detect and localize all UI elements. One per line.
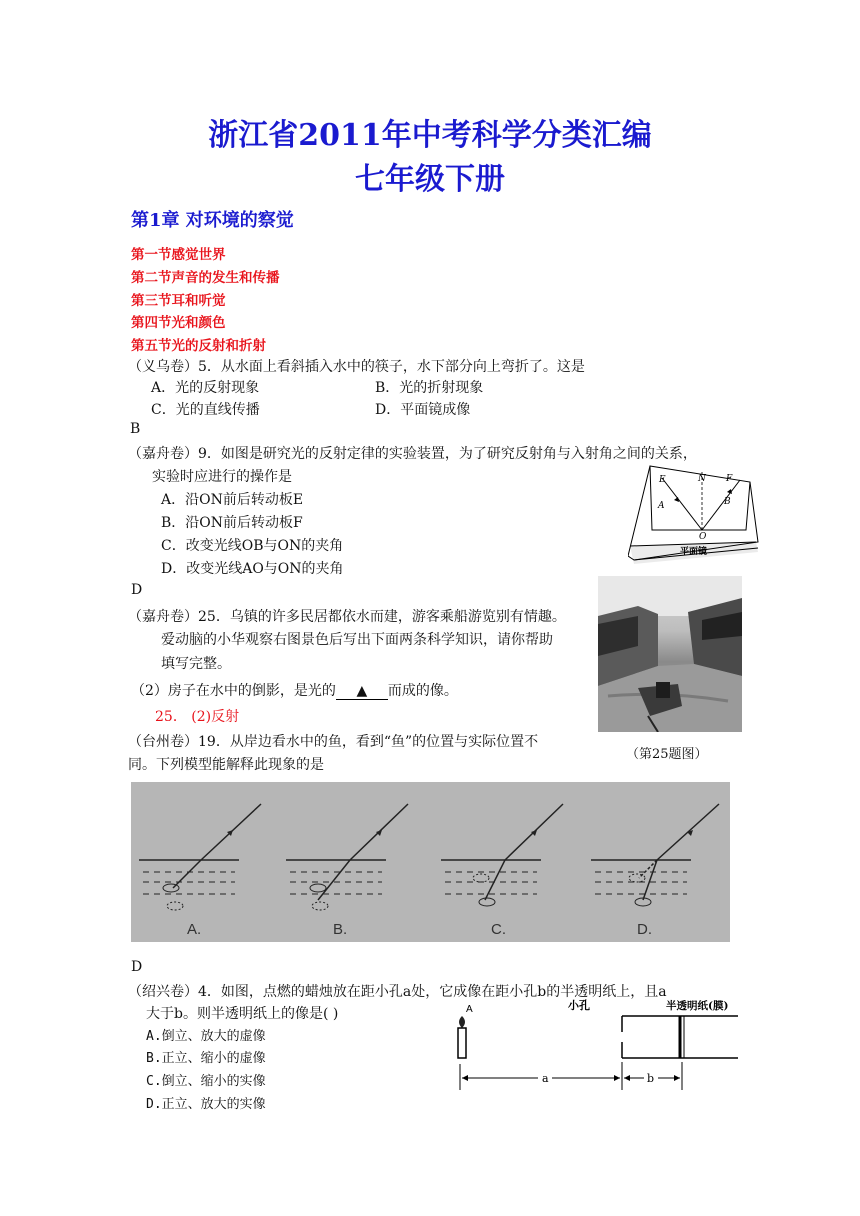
model-c: [441, 804, 563, 906]
label-o: O: [699, 532, 707, 542]
answer: 25． (2)反射: [155, 709, 240, 725]
question-part-2: [131, 680, 458, 700]
section-2: 第二节声音的发生和传播: [131, 270, 280, 286]
option-d: D．平面镜成像: [375, 402, 471, 418]
model-label-c: C.: [491, 921, 506, 938]
answer-blank: ▲: [336, 683, 388, 700]
label-pinhole: 小孔: [568, 999, 590, 1012]
reflection-apparatus-figure: [628, 464, 762, 572]
option-b: B．沿ON前后转动板F: [161, 515, 303, 531]
option-b: B．光的折射现象: [375, 380, 484, 396]
answer: B: [130, 421, 141, 437]
label-distance-a: a: [542, 1072, 549, 1085]
option-b: B.正立、缩小的虚像: [146, 1051, 266, 1066]
question-stem: （台州卷）19．从岸边看水中的鱼，看到“鱼”的位置与实际位置不: [128, 734, 539, 750]
question-stem: （绍兴卷）4．如图，点燃的蜡烛放在距小孔a处，它成像在距小孔b的半透明纸上，且a: [128, 984, 667, 1000]
answer: D: [131, 959, 143, 975]
model-label-a: A.: [187, 921, 202, 938]
model-label-b: B.: [333, 921, 348, 938]
label-candle-a: A: [466, 1004, 473, 1015]
label-a: A: [658, 501, 665, 511]
option-c: C.倒立、缩小的实像: [146, 1074, 266, 1089]
section-5: 第五节光的反射和折射: [131, 338, 266, 354]
fish-models-drawing: [131, 782, 730, 942]
question-stem-cont: 实验时应进行的操作是: [152, 469, 292, 485]
option-a: A.倒立、放大的虚像: [146, 1029, 266, 1044]
pinhole-camera-figure: [448, 996, 740, 1094]
label-b: B: [724, 497, 731, 507]
label-f: F: [726, 474, 733, 484]
chapter-heading: 第1章 对环境的察觉: [131, 210, 294, 231]
model-a: [139, 804, 261, 910]
option-a: A．沿ON前后转动板E: [161, 492, 304, 508]
fish-refraction-figure: [131, 782, 730, 942]
model-b: [286, 804, 408, 910]
option-c: C．改变光线OB与ON的夹角: [161, 538, 344, 554]
option-a: A．光的反射现象: [151, 380, 260, 396]
question-stem-cont: 大于b。则半透明纸上的像是( ): [146, 1006, 339, 1022]
option-c: C．光的直线传播: [151, 402, 260, 418]
label-n: N: [698, 474, 706, 484]
photo-caption: （第25题图）: [626, 747, 708, 762]
part2-prefix: （2）房子在水中的倒影，是光的: [131, 683, 336, 699]
wuzhen-photo: [598, 576, 742, 732]
model-d: [591, 804, 719, 906]
label-translucent-paper: 半透明纸(膜): [666, 1000, 729, 1012]
page-subtitle: 七年级下册: [355, 162, 505, 197]
answer: D: [131, 582, 143, 598]
section-1: 第一节感觉世界: [131, 247, 226, 263]
question-stem-cont: 同。下列模型能解释此现象的是: [128, 757, 324, 773]
option-d: D．改变光线AO与ON的夹角: [161, 561, 344, 577]
model-label-d: D.: [637, 921, 652, 938]
wuzhen-photo-drawing: [598, 576, 742, 732]
option-d: D.正立、放大的实像: [146, 1097, 266, 1112]
question-stem: （嘉舟卷）25．乌镇的许多民居都依水而建，游客乘船游览别有情趣。: [128, 609, 566, 625]
label-e: E: [659, 475, 666, 485]
question-stem: （义乌卷）5．从水面上看斜插入水中的筷子，水下部分向上弯折了。这是: [128, 359, 585, 375]
page-title: 浙江省2011年中考科学分类汇编: [208, 118, 652, 153]
question-stem: （嘉舟卷）9．如图是研究光的反射定律的实验装置，为了研究反射角与入射角之间的关系，: [128, 446, 697, 462]
section-4: 第四节光和颜色: [131, 315, 226, 331]
label-distance-b: b: [647, 1072, 655, 1085]
question-stem-cont: 爱动脑的小华观察右图景色后写出下面两条科学知识，请你帮助: [161, 632, 553, 648]
section-3: 第三节耳和听觉: [131, 293, 226, 309]
part2-suffix: 而成的像。: [387, 683, 458, 699]
question-stem-cont: 填写完整。: [161, 656, 231, 672]
label-mirror: 平面镜: [680, 547, 708, 557]
